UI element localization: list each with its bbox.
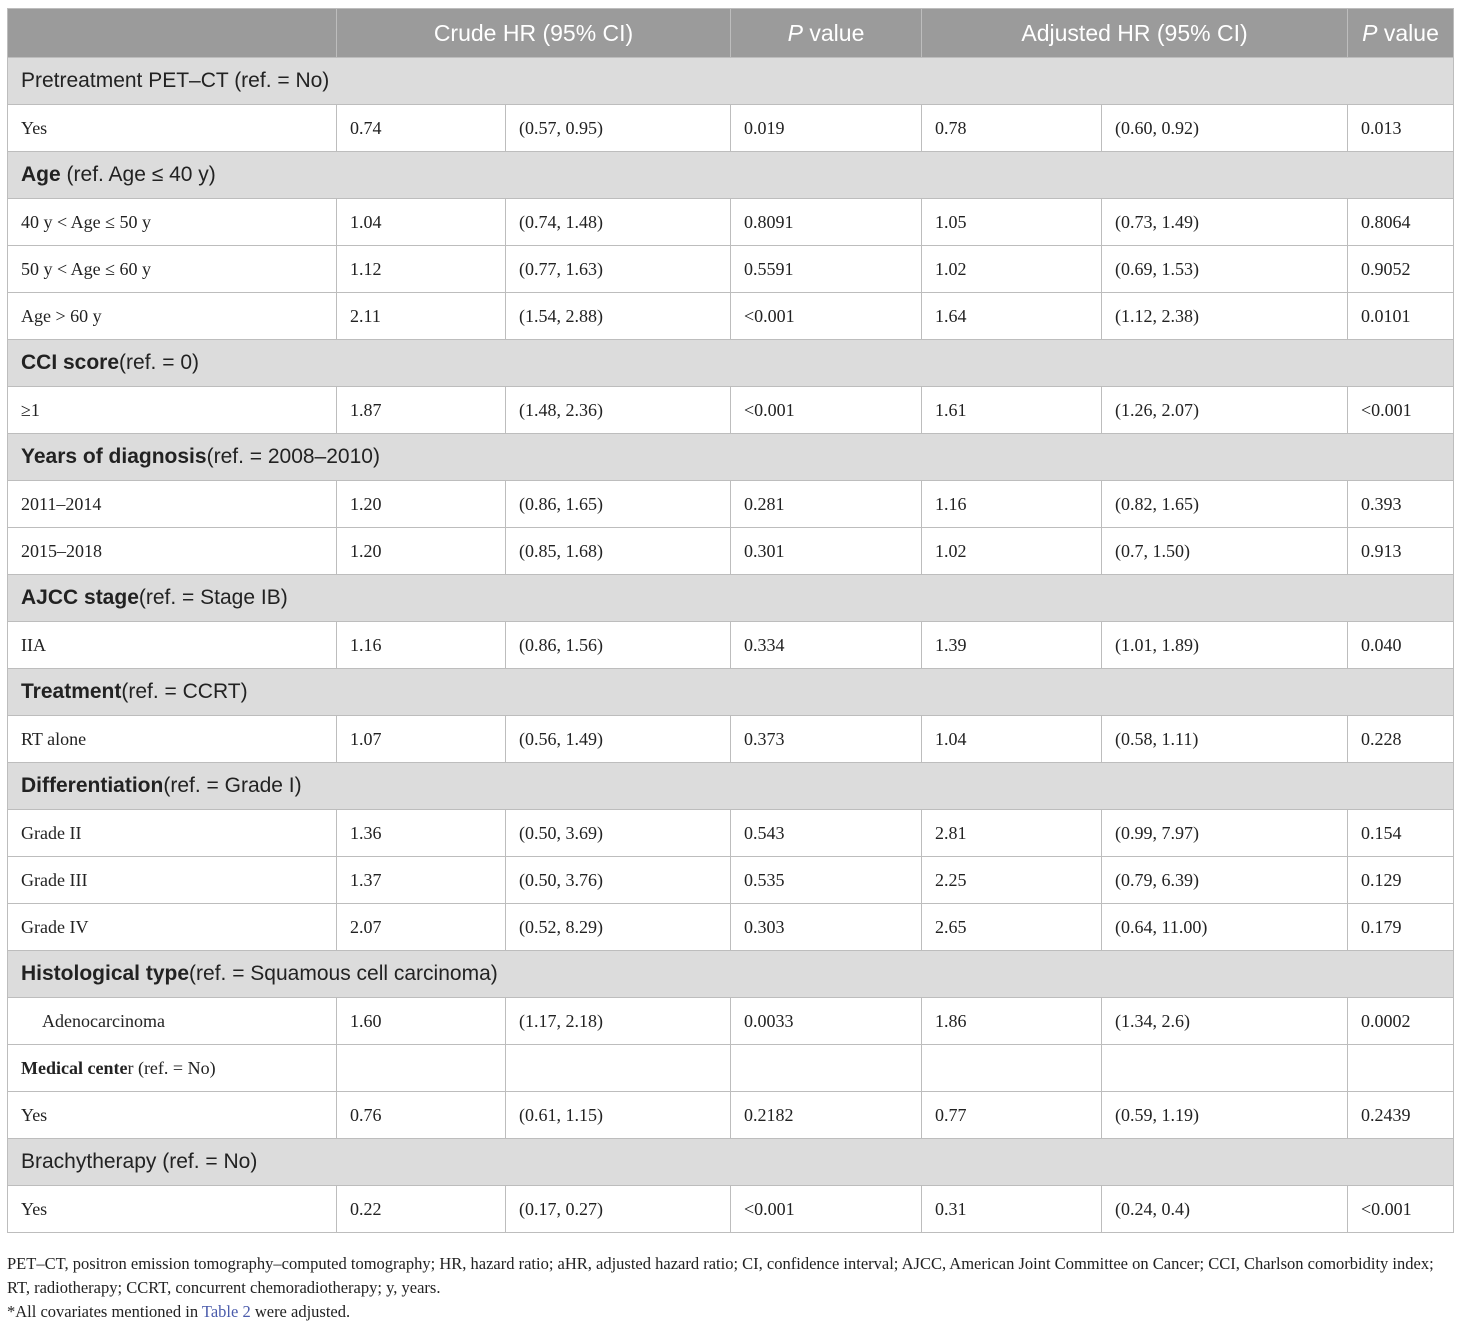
header-adjusted-hr: Adjusted HR (95% CI) — [922, 9, 1348, 58]
crude-p-value: 0.334 — [731, 622, 922, 669]
adjusted-hr-value: 0.78 — [922, 105, 1102, 152]
adjusted-ci-value: (1.01, 1.89) — [1102, 622, 1348, 669]
adjusted-p-value: 0.393 — [1348, 481, 1454, 528]
medical-center-header-row — [8, 1045, 1454, 1092]
adjusted-ci-value: (0.73, 1.49) — [1102, 199, 1348, 246]
empty-cell — [1348, 1045, 1454, 1092]
crude-ci-value: (1.54, 2.88) — [506, 293, 731, 340]
adjusted-ci-value: (0.7, 1.50) — [1102, 528, 1348, 575]
empty-cell — [337, 1045, 506, 1092]
table-row — [8, 998, 1454, 1045]
crude-hr-value: 1.60 — [337, 998, 506, 1045]
adjusted-hr-value: 2.25 — [922, 857, 1102, 904]
row-label: 40 y < Age ≤ 50 y — [8, 199, 337, 246]
adjusted-ci-value: (0.58, 1.11) — [1102, 716, 1348, 763]
table-row — [8, 528, 1454, 575]
row-label: Age > 60 y — [8, 293, 337, 340]
section-header-row — [8, 152, 1454, 199]
row-label: ≥1 — [8, 387, 337, 434]
table-row — [8, 387, 1454, 434]
adjusted-ci-value: (0.82, 1.65) — [1102, 481, 1348, 528]
row-label: Grade IV — [8, 904, 337, 951]
adjusted-ci-value: (1.12, 2.38) — [1102, 293, 1348, 340]
crude-p-value: 0.8091 — [731, 199, 922, 246]
table-row — [8, 810, 1454, 857]
crude-p-value: 0.2182 — [731, 1092, 922, 1139]
section-header-row — [8, 58, 1454, 105]
adjusted-hr-value: 1.86 — [922, 998, 1102, 1045]
adjusted-ci-value: (0.60, 0.92) — [1102, 105, 1348, 152]
crude-ci-value: (0.50, 3.76) — [506, 857, 731, 904]
brachytherapy-title: Brachytherapy (ref. = No) — [8, 1139, 1454, 1186]
section-header-row — [8, 1139, 1454, 1186]
hazard-ratio-table — [7, 8, 1454, 1233]
adjusted-hr-value: 1.61 — [922, 387, 1102, 434]
crude-hr-value: 1.07 — [337, 716, 506, 763]
adjusted-hr-value: 1.02 — [922, 528, 1102, 575]
crude-hr-value: 1.87 — [337, 387, 506, 434]
table-row — [8, 481, 1454, 528]
crude-ci-value: (0.50, 3.69) — [506, 810, 731, 857]
section-title: Treatment(ref. = CCRT) — [8, 669, 1454, 716]
adjusted-ci-value: (0.24, 0.4) — [1102, 1186, 1348, 1233]
crude-ci-value: (0.77, 1.63) — [506, 246, 731, 293]
adjusted-p-value: 0.013 — [1348, 105, 1454, 152]
crude-hr-value: 1.12 — [337, 246, 506, 293]
row-label: Yes — [8, 1186, 337, 1233]
adjusted-p-value: 0.2439 — [1348, 1092, 1454, 1139]
crude-p-value: 0.373 — [731, 716, 922, 763]
row-label: Adenocarcinoma — [8, 998, 337, 1045]
adjusted-p-value: <0.001 — [1348, 1186, 1454, 1233]
crude-p-value: 0.0033 — [731, 998, 922, 1045]
section-header-row — [8, 575, 1454, 622]
adjusted-p-value: 0.154 — [1348, 810, 1454, 857]
table-row — [8, 904, 1454, 951]
empty-cell — [731, 1045, 922, 1092]
abbreviations-note: PET–CT, positron emission tomography–computed tomography; HR, hazard ratio; aHR, adjusted hazard ratio; CI, confidence interval; AJCC, American Joint Committee on Cancer; CCI, Charlson comorbidity index; RT, radiotherapy; CCRT, concurrent chemoradiotherapy; y, years. — [7, 1254, 1434, 1297]
crude-ci-value: (0.52, 8.29) — [506, 904, 731, 951]
adjusted-p-value: 0.228 — [1348, 716, 1454, 763]
section-header-row — [8, 763, 1454, 810]
row-label: 2011–2014 — [8, 481, 337, 528]
crude-hr-value: 1.36 — [337, 810, 506, 857]
section-title: Years of diagnosis(ref. = 2008–2010) — [8, 434, 1454, 481]
crude-ci-value: (0.61, 1.15) — [506, 1092, 731, 1139]
crude-p-value: 0.303 — [731, 904, 922, 951]
adjusted-hr-value: 0.77 — [922, 1092, 1102, 1139]
table-row — [8, 246, 1454, 293]
crude-ci-value: (1.48, 2.36) — [506, 387, 731, 434]
adjusted-hr-value: 1.05 — [922, 199, 1102, 246]
crude-hr-value: 1.20 — [337, 528, 506, 575]
crude-p-value: <0.001 — [731, 387, 922, 434]
adjusted-hr-value: 2.81 — [922, 810, 1102, 857]
table-2-link[interactable]: Table 2 — [201, 1302, 251, 1321]
crude-ci-value: (0.17, 0.27) — [506, 1186, 731, 1233]
crude-hr-value: 1.20 — [337, 481, 506, 528]
crude-p-value: <0.001 — [731, 293, 922, 340]
adjusted-p-value: 0.0101 — [1348, 293, 1454, 340]
crude-hr-value: 1.16 — [337, 622, 506, 669]
table-header-row — [8, 9, 1454, 58]
adjusted-p-value: <0.001 — [1348, 387, 1454, 434]
table-footnotes — [7, 1252, 1453, 1324]
adjusted-p-value: 0.040 — [1348, 622, 1454, 669]
crude-p-value: 0.019 — [731, 105, 922, 152]
adjusted-p-value: 0.9052 — [1348, 246, 1454, 293]
adjusted-hr-value: 1.64 — [922, 293, 1102, 340]
adjusted-hr-value: 1.04 — [922, 716, 1102, 763]
section-title: AJCC stage(ref. = Stage IB) — [8, 575, 1454, 622]
adjusted-hr-value: 1.16 — [922, 481, 1102, 528]
crude-p-value: 0.281 — [731, 481, 922, 528]
table-row — [8, 857, 1454, 904]
crude-p-value: <0.001 — [731, 1186, 922, 1233]
row-label: Grade III — [8, 857, 337, 904]
adjusted-p-value: 0.8064 — [1348, 199, 1454, 246]
table-row — [8, 1092, 1454, 1139]
table-row — [8, 199, 1454, 246]
adjusted-hr-value: 0.31 — [922, 1186, 1102, 1233]
adjusted-note: *All covariates mentioned in Table 2 were adjusted. — [7, 1302, 351, 1321]
adjusted-ci-value: (0.59, 1.19) — [1102, 1092, 1348, 1139]
row-label: RT alone — [8, 716, 337, 763]
adjusted-ci-value: (1.26, 2.07) — [1102, 387, 1348, 434]
section-title: Differentiation(ref. = Grade I) — [8, 763, 1454, 810]
section-title: Pretreatment PET–CT (ref. = No) — [8, 58, 1454, 105]
empty-cell — [922, 1045, 1102, 1092]
crude-p-value: 0.535 — [731, 857, 922, 904]
table-row — [8, 622, 1454, 669]
header-p-value: P value — [731, 9, 922, 58]
header-crude-hr: Crude HR (95% CI) — [337, 9, 731, 58]
crude-p-value: 0.543 — [731, 810, 922, 857]
row-label: Grade II — [8, 810, 337, 857]
crude-hr-value: 2.07 — [337, 904, 506, 951]
section-header-row — [8, 951, 1454, 998]
crude-hr-value: 1.04 — [337, 199, 506, 246]
adjusted-hr-value: 1.02 — [922, 246, 1102, 293]
crude-ci-value: (0.74, 1.48) — [506, 199, 731, 246]
row-label: Yes — [8, 105, 337, 152]
table-row — [8, 105, 1454, 152]
section-header-row — [8, 669, 1454, 716]
adjusted-ci-value: (0.69, 1.53) — [1102, 246, 1348, 293]
crude-ci-value: (1.17, 2.18) — [506, 998, 731, 1045]
section-title: Age (ref. Age ≤ 40 y) — [8, 152, 1454, 199]
header-blank — [8, 9, 337, 58]
crude-hr-value: 1.37 — [337, 857, 506, 904]
crude-ci-value: (0.56, 1.49) — [506, 716, 731, 763]
table-row — [8, 716, 1454, 763]
crude-hr-value: 0.22 — [337, 1186, 506, 1233]
empty-cell — [506, 1045, 731, 1092]
empty-cell — [1102, 1045, 1348, 1092]
crude-ci-value: (0.57, 0.95) — [506, 105, 731, 152]
adjusted-ci-value: (1.34, 2.6) — [1102, 998, 1348, 1045]
crude-ci-value: (0.85, 1.68) — [506, 528, 731, 575]
adjusted-p-value: 0.179 — [1348, 904, 1454, 951]
table-row — [8, 1186, 1454, 1233]
adjusted-p-value: 0.913 — [1348, 528, 1454, 575]
row-label: 2015–2018 — [8, 528, 337, 575]
crude-hr-value: 2.11 — [337, 293, 506, 340]
table-row — [8, 293, 1454, 340]
table-body — [8, 58, 1454, 1233]
crude-p-value: 0.301 — [731, 528, 922, 575]
row-label: Yes — [8, 1092, 337, 1139]
crude-ci-value: (0.86, 1.56) — [506, 622, 731, 669]
adjusted-ci-value: (0.99, 7.97) — [1102, 810, 1348, 857]
adjusted-p-value: 0.129 — [1348, 857, 1454, 904]
crude-p-value: 0.5591 — [731, 246, 922, 293]
header-p-value-adjusted: P value — [1348, 9, 1454, 58]
row-label: 50 y < Age ≤ 60 y — [8, 246, 337, 293]
results-table-container — [7, 8, 1453, 1233]
medical-center-title: Medical center (ref. = No) — [8, 1045, 337, 1092]
adjusted-hr-value: 1.39 — [922, 622, 1102, 669]
section-title: CCI score(ref. = 0) — [8, 340, 1454, 387]
section-title: Histological type(ref. = Squamous cell carcinoma) — [8, 951, 1454, 998]
row-label: IIA — [8, 622, 337, 669]
crude-ci-value: (0.86, 1.65) — [506, 481, 731, 528]
section-header-row — [8, 434, 1454, 481]
adjusted-p-value: 0.0002 — [1348, 998, 1454, 1045]
crude-hr-value: 0.74 — [337, 105, 506, 152]
adjusted-ci-value: (0.79, 6.39) — [1102, 857, 1348, 904]
crude-hr-value: 0.76 — [337, 1092, 506, 1139]
section-header-row — [8, 340, 1454, 387]
adjusted-hr-value: 2.65 — [922, 904, 1102, 951]
adjusted-ci-value: (0.64, 11.00) — [1102, 904, 1348, 951]
